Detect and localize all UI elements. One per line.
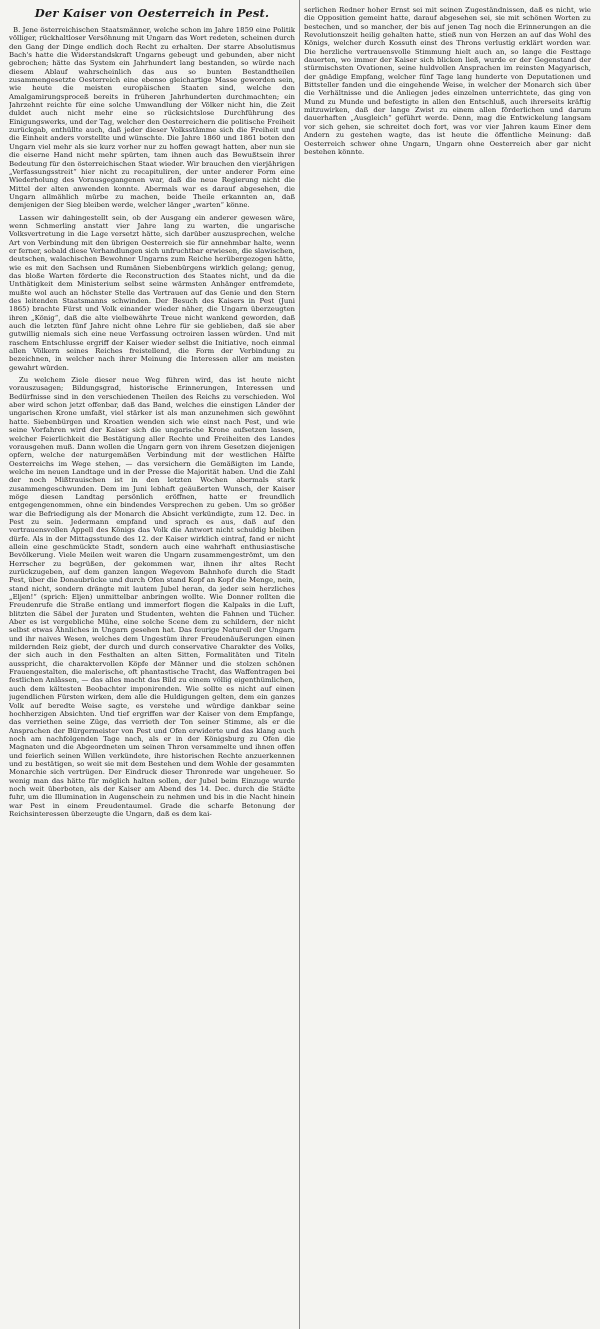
paragraph-2: Lassen wir dahingestellt sein, ob der Ausgang ein anderer gewesen wäre, wenn Schmerling anstatt vier Jahre lang zu warten, die ungarische Volksvertretung in die Lage versetzt hätte, sich darüber auszusprechen, welche Art von Verbindung mit den übrigen Oesterreich sie für annehmbar halte, wenn er ferner, sobald diese Verhandlungen sich unfruchtbar erwiesen, die slawischen, deutschen, walachischen Bewohner Ungarns zum Reiche herübergezogen hätte, wie es mit den Sachsen und Rumänen Siebenbürgens wirklich gelang; genug, das bloße Warten förderte die Reconstruction des Staates nicht, und da die Unthätigkeit dem Ministerium selbst seine wärmsten Anhänger entfremdete, mußte wol auch an höchster Stelle das Vertrauen auf das Genie und den Stern des leitenden Staatsmanns schwinden. Der Besuch des Kaisers in Pest (Juni 1865) brachte Fürst und Volk einander wieder näher, die Ungarn überzeugten ihren „König“, daß die alte vielbewährte Treue nicht wankend geworden, daß auch die letzten fünf Jahre nicht ohne Lehre für sie geblieben, daß sie aber gutwillig niemals sich eine neue Verfassung octroiren lassen würden. Und mit raschem Entschlusse ergriff der Kaiser wieder selbst die Initiative, noch einmal allen Völkern seines Reiches freistellend, die Form der Verbindung zu bezeichnen, in welcher nach ihrer Meinung die Interessen aller am meisten gewahrt würden. — [9, 213, 295, 372]
right-column — [304, 6, 591, 1325]
column-divider — [299, 0, 300, 1329]
paragraph-continued: serlichen Redner hoher Ernst sei mit seinen Zugeständnissen, daß es nicht, wie die Opposition gemeint hatte, darauf abgesehen sei, sie mit schönen Worten zu bestechen, und so mancher, der bis auf jenen Tag noch die Erinnerungen an die Revolutionszeit heilig gehalten hatte, stieß nun von Herzen an auf das Wohl des Königs, welcher durch Kossuth einst des Throns verlustig erklärt worden war. Die herzliche vertrauensvolle Stimmung hielt auch an, so lange die Festtage dauerten, wo immer der Kaiser sich blicken ließ, wurde er der Gegenstand der stürmischsten Ovationen, seine huldvollen Ansprachen im reinsten Magyarisch, der gnädige Empfang, welcher fünf Tage lang hunderte von Deputationen und Bittsteller fanden und die eingehende Weise, in welcher der Monarch sich über die Verhältnisse und die Anliegen jedes einzelnen unterrichtete, das ging von Mund zu Munde und befestigte in allen den Entschluß, auch ihrerseits kräftig mitzuwirken, daß der lange Zwist zu einem allen förderlichen und darum dauerhaften „Ausgleich“ geführt werde. Denn, mag die Entwickelung langsam vor sich gehen, sie schreitet doch fort, was vor vier Jahren kaum Einer dem Andern zu gestehen wagte, das ist heute die öffentliche Meinung: daß Oesterreich schwer ohne Ungarn, Ungarn ohne Oesterreich aber gar nicht bestehen könnte. — [304, 6, 591, 156]
paragraph-1: B. Jene österreichischen Staatsmänner, welche schon im Jahre 1859 eine Politik völliger, rückhaltloser Versöhnung mit Ungarn das Wort redeten, scheinen durch den Gang der Dinge endlich doch Recht zu erhalten. Der starre Absolutismus Bach's hatte die Widerstandskraft Ungarns gebeugt und gebunden, aber nicht gebrochen; hätte das System ein Jahrhundert lang bestanden, so würde nach diesem Ablauf wahrscheinlich das aus so bunten Bestandtheilen zusammengesetzte Oesterreich eine ebenso gleichartige Masse geworden sein, wie heute die meisten europäischen Staaten sind, welche den Amalgamirungsproceß bereits in früheren Jahrhunderten durchmachten; ein Jahrzehnt reichte für eine solche Umwandlung der Völker nicht hin, die Zeit duldet auch nicht mehr eine so rücksichtslose Durchführung des Einigungswerks, und der Tag, welcher den Oesterreichern die politische Freiheit zurückgab, enthüllte auch, daß jeder dieser Volksstämme sich die Freiheit und die Einheit anders vorstellte und wünschte. Die Jahre 1860 und 1861 boten den Ungarn viel mehr als sie kurz vorher nur zu hoffen gewagt hatten, aber nun sie die eiserne Hand nicht mehr spürten, tam ihnen auch das Bewußtsein ihrer Bedeutung für den österreichischen Staat wieder. Wir brauchen den vierjährigen „Verfassungsstreit“ hier nicht zu recapituliren, der unter anderer Form eine Wiederholung des Vorausgegangenen war, daß die neue Regierung nicht die Mittel der alten anwenden konnte. Abermals war es darauf abgesehen, die Ungarn allmählich mürbe zu machen, beide Theile erkannten an, daß demjenigen der Sieg bleiben werde, welcher länger „warten“ könne. — [9, 26, 295, 210]
article-title: Der Kaiser von Oesterreich in Pest. — [34, 6, 270, 20]
paragraph-3: Zu welchem Ziele dieser neue Weg führen wird, das ist heute nicht vorauszusagen; Bildungsgrad, historische Erinnerungen, Interessen und Bedürfnisse sind in den verschiedenen Theilen des Reichs zu verschieden. Wol aber wird schon jetzt offenbar, daß das Band, welches die einstigen Länder der ungarischen Krone umfaßt, viel stärker ist als man anzunehmen sich gewöhnt hatte. Siebenbürgen und Kroatien wenden sich wie einst nach Pest, und wie seine Vorfahren wird der Kaiser sich die ungarische Krone aufsetzen lassen, welcher Feierlichkeit die Bestätigung aller Rechte und Freiheiten des Landes vorausgehen muß. Dann wollen die Ungarn gern von ihrem Gesetzen diejenigen opfern, welche der naturgemäßen Verbindung mit der westlichen Hälfte Oesterreichs im Wege stehen, — das versichern die Gemäßigten im Lande, welche im neuen Landtage und in der Presse die Majorität haben. Und die Zahl der noch Mißtrauischen ist in den letzten Wochen abermals stark zusammengeschwunden. Dem im Juni lebhaft geäußerten Wunsch, der Kaiser möge diesen Landtag persönlich eröffnen, hatte er freundlich entgegengenommen, ohne ein bindendes Versprechen zu geben. Um so größer war die Befriedigung als der Monarch die Absicht verkündigte, zum 12. Dec. in Pest zu sein. Jedermann empfand und sprach es aus, daß auf den vertrauensvollen Appell des Königs das Volk die Antwort nicht schuldig bleiben dürfe. Als in der Mittagsstunde des 12. der Kaiser wirklich eintraf, fand er nicht allein eine geschmückte Stadt, sondern auch eine wahrhaft enthusiastische Bevölkerung. Viele Meilen weit waren die Ungarn zusammengeströmt, um den Herrscher zu begrüßen, der gekommen war, ihnen ihr altes Recht zurückzugeben, auf dem ganzen langen Wegevom Bahnhofe durch die Stadt Pest, über die Donaubrücke und durch Ofen stand Kopf an Kopf die Menge, nein, stand nicht, sondern drängte mit lautem Jubel heran, da jeder sein herzliches „Eljen!“ (sprich: Eljen) unmittelbar anbringen wollte. Wie Donner rollten die Freudenrufe die Straße entlang und immerfort flogen die Kalpaks in die Luft, blitzten die Säbel der Juraten und Studenten, wehten die Fahnen und Tücher. Aber es ist vergebliche Mühe, eine solche Scene dem zu schildern, der nicht selbst etwas Ähnliches in Ungarn gesehen hat. Das feurige Naturell der Ungarn und ihr naives Wesen, welches dem Ungestüm ihrer Freudenäußerungen einen mildernden Reiz giebt, der durch und durch conservative Charakter des Volks, der sich auch in den Festhalten an alten Sitten, Formalitäten und Titeln ausspricht, die charaktervollen Köpfe der Männer und die stolzen schönen Frauengestalten, die malerische, oft phantastische Tracht, das Waffentragen bei festlichen Anlässen, — das alles macht das Bild zu einem völlig eigenthümlichen, auch dem kältesten Beobachter imponirenden. Wie sollte es nicht auf einen jugendlichen Fürsten wirken, dem alle die Huldigungen gelten, dem ein ganzes Volk auf beredte Weise sagte, es verstehe und würdige dankbar seine hochherzigen Absichten. Und tief ergriffen war der Kaiser von dem Empfange, das verriethen seine Züge, das verrieth der Ton seiner Stimme, als er die Ansprachen der Bürgermeister von Pest und Ofen erwiderte und das klang auch noch am nachfolgenden Tage nach, als er in der Königsburg zu Ofen die Magnaten und die Abgeordneten um seinen Thron versammelte und ihnen offen und feierlich seinen Willen verkündete, ihre historischen Rechte anzuerkennen und zu bestätigen, so weit sie mit dem Bestehen und dem Wohle der gesammten Monarchie sich vertrügen. Der Eindruck dieser Thronrede war ungeheuer. So wenig man das hätte für möglich halten sollen, der Jubel beim Einzuge wurde noch weit überboten, als der Kaiser am Abend des 14. Dec. durch die Städte fuhr, um die Illumination in Augenschein zu nehmen und bis in die Nacht hinein war Pest in einem Freudentaumel. Grade die scharfe Betonung der Reichsinteressen überzeugte die Ungarn, daß es dem kai- — [9, 376, 295, 818]
left-column — [9, 6, 295, 1325]
